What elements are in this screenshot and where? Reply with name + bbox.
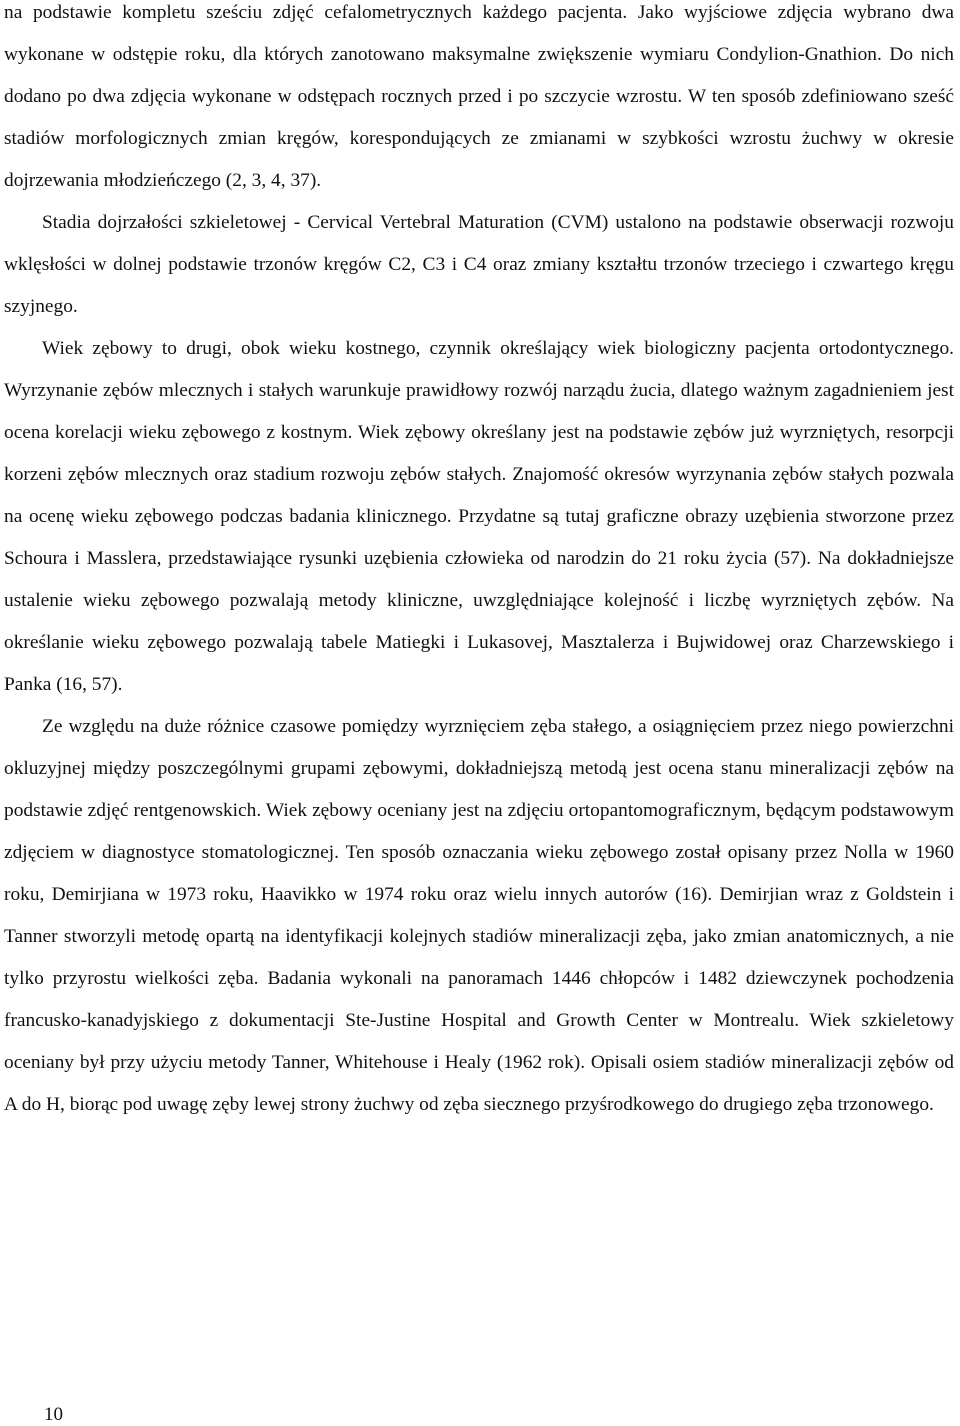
- page-number: 10: [44, 1404, 63, 1425]
- paragraph-dental-age: Wiek zębowy to drugi, obok wieku kostnego, czynnik określający wiek biologiczny pacjenta ortodontycznego. Wyrzynanie zębów mlecznych i stałych warunkuje prawidłowy rozwój narządu żucia, dlatego ważnym zagadnieniem jest ocena korelacji wieku zębowego z kostnym. Wiek zębowy określany jest na podstawie zębów już wyrzniętych, resorpcji korzeni zębów mlecznych oraz stadium rozwoju zębów stałych. Znajomość okresów wyrzynania zębów stałych pozwala na ocenę wieku zębowego podczas badania klinicznego. Przydatne są tutaj graficzne obrazy uzębienia stworzone przez Schoura i Masslera, przedstawiające rysunki uzębienia człowieka od narodzin do 21 roku życia (57). Na dokładniejsze ustalenie wieku zębowego pozwalają metody kliniczne, uwzględniające kolejność i liczbę wyrzniętych zębów. Na określanie wieku zębowego pozwalają tabele Matiegki i Lukasovej, Masztalerza i Bujwidowej oraz Charzewskiego i Panka (16, 57).: [4, 338, 954, 695]
- paragraph-cvm-stages: Stadia dojrzałości szkieletowej - Cervical Vertebral Maturation (CVM) ustalono na podstawie obserwacji rozwoju wklęsłości w dolnej podstawie trzonów kręgów C2, C3 i C4 oraz zmiany kształtu trzonów trzeciego i czwartego kręgu szyjnego.: [4, 212, 954, 317]
- paragraph-mineralization: Ze względu na duże różnice czasowe pomiędzy wyrznięciem zęba stałego, a osiągnięciem przez niego powierzchni okluzyjnej między poszczególnymi grupami zębowymi, dokładniejszą metodą jest ocena stanu mineralizacji zębów na podstawie zdjęć rentgenowskich. Wiek zębowy oceniany jest na zdjęciu ortopantomograficznym, będącym podstawowym zdjęciem w diagnostyce stomatologicznej. Ten sposób oznaczania wieku zębowego został opisany przez Nolla w 1960 roku, Demirjiana w 1973 roku, Haavikko w 1974 roku oraz wielu innych autorów (16). Demirjian wraz z Goldstein i Tanner stworzyli metodę opartą na identyfikacji kolejnych stadiów mineralizacji zęba, jako zmian anatomicznych, a nie tylko przyrostu wielkości zęba. Badania wykonali na panoramach 1446 chłopców i 1482 dziewczynek pochodzenia francusko-kanadyjskiego z dokumentacji Ste-Justine Hospital and Growth Center w Montrealu. Wiek szkieletowy oceniany był przy użyciu metody Tanner, Whitehouse i Healy (1962 rok). Opisali osiem stadiów mineralizacji zębów od A do H, biorąc pod uwagę zęby lewej strony żuchwy od zęba siecznego przyśrodkowego do drugiego zęba trzonowego.: [4, 716, 954, 1115]
- paragraph-cvm-method-continuation: na podstawie kompletu sześciu zdjęć cefalometrycznych każdego pacjenta. Jako wyjściowe zdjęcia wybrano dwa wykonane w odstępie roku, dla których zanotowano maksymalne zwiększenie wymiaru Condylion-Gnathion. Do nich dodano po dwa zdjęcia wykonane w odstępach rocznych przed i po szczycie wzrostu. W ten sposób zdefiniowano sześć stadiów morfologicznych zmian kręgów, korespondujących ze zmianami w szybkości wzrostu żuchwy w okresie dojrzewania młodzieńczego (2, 3, 4, 37).: [4, 2, 954, 191]
- document-page: [4, 0, 954, 1126]
